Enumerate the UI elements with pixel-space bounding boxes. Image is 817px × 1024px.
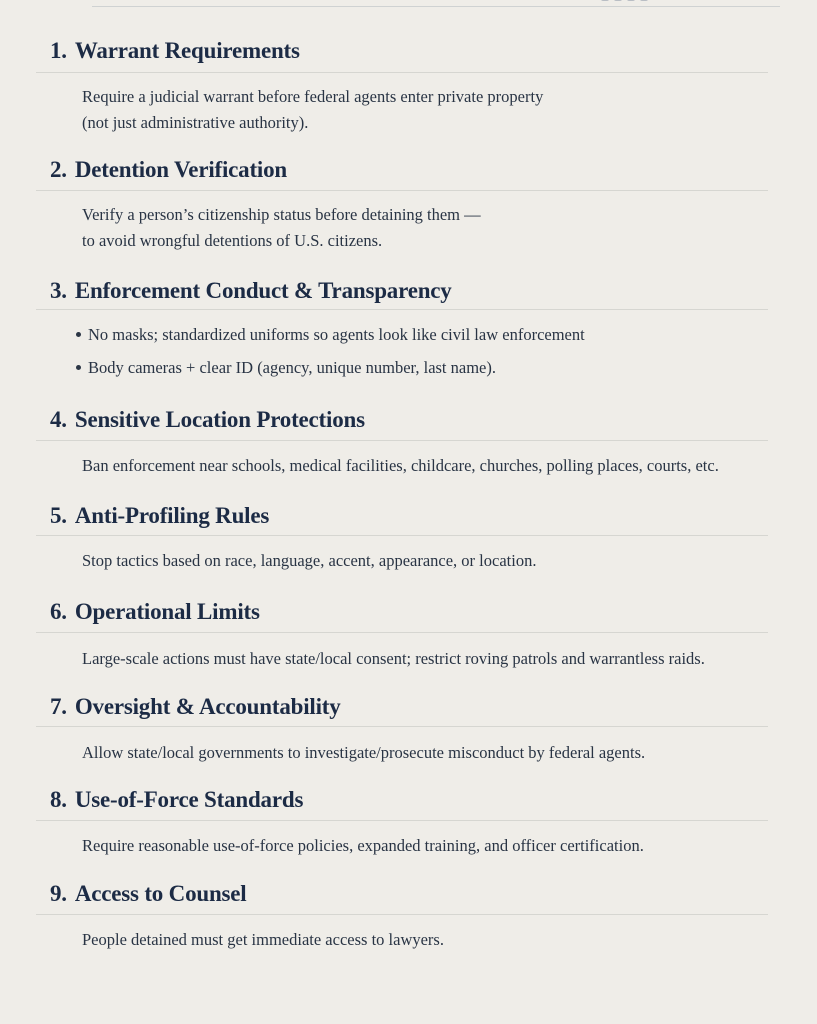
section-body	[82, 740, 645, 766]
bullet-icon	[76, 332, 81, 337]
section-body	[82, 548, 536, 574]
section-divider	[36, 190, 768, 191]
section-title: Warrant Requirements	[74, 38, 300, 63]
section-number: 8.	[50, 787, 67, 812]
bullet-list	[76, 322, 585, 388]
body-line: (not just administrative authority).	[82, 113, 309, 132]
section-body	[82, 84, 543, 136]
section-divider	[36, 535, 768, 536]
section-body	[82, 453, 719, 479]
section-title: Use-of-Force Standards	[74, 787, 304, 812]
section-title: Sensitive Location Protections	[74, 407, 365, 432]
section-body	[82, 833, 644, 859]
bullet-icon	[76, 365, 81, 370]
section-number: 2.	[50, 157, 67, 182]
bullet-text: No masks; standardized uniforms so agents look like civil law enforcement	[88, 325, 585, 344]
section-heading	[50, 157, 287, 183]
section-number: 6.	[50, 599, 67, 624]
section-divider	[36, 72, 768, 73]
body-line: Allow state/local governments to investigate/prosecute misconduct by federal agents.	[82, 743, 646, 762]
body-line: to avoid wrongful detentions of U.S. citizens.	[82, 231, 383, 250]
body-line: Require a judicial warrant before federal agents enter private property	[82, 87, 544, 106]
section-heading	[50, 599, 260, 625]
section-heading	[50, 38, 300, 64]
section-title: Detention Verification	[74, 157, 288, 182]
section-heading	[50, 278, 452, 304]
section-divider	[36, 914, 768, 915]
section-divider	[36, 726, 768, 727]
body-line: People detained must get immediate access to lawyers.	[82, 930, 444, 949]
body-line: Stop tactics based on race, language, accent, appearance, or location.	[82, 551, 537, 570]
section-number: 5.	[50, 503, 67, 528]
section-heading	[50, 407, 365, 433]
section-heading	[50, 694, 341, 720]
section-divider	[36, 632, 768, 633]
section-title: Oversight & Accountability	[74, 694, 341, 719]
top-divider	[92, 6, 780, 7]
section-number: 1.	[50, 38, 67, 63]
cropped-header-fragment	[596, 0, 686, 2]
section-title: Operational Limits	[74, 599, 260, 624]
section-number: 7.	[50, 694, 67, 719]
body-line: Large-scale actions must have state/local consent; restrict roving patrols and warrantless raids.	[82, 649, 705, 668]
section-body	[82, 646, 705, 672]
section-title: Anti-Profiling Rules	[74, 503, 270, 528]
body-line: Ban enforcement near schools, medical facilities, childcare, churches, polling places, courts, etc.	[82, 456, 719, 475]
section-title: Access to Counsel	[74, 881, 247, 906]
section-number: 4.	[50, 407, 67, 432]
section-heading	[50, 503, 269, 529]
section-body	[82, 202, 481, 254]
section-number: 9.	[50, 881, 67, 906]
section-number: 3.	[50, 278, 67, 303]
bullet-text: Body cameras + clear ID (agency, unique number, last name).	[88, 358, 496, 377]
section-title: Enforcement Conduct & Transparency	[74, 278, 452, 303]
section-heading	[50, 881, 247, 907]
section-divider	[36, 309, 768, 310]
body-line: Verify a person’s citizenship status before detaining them —	[82, 205, 481, 224]
body-line: Require reasonable use-of-force policies, expanded training, and officer certification.	[82, 836, 644, 855]
section-divider	[36, 820, 768, 821]
section-body	[82, 927, 444, 953]
section-heading	[50, 787, 303, 813]
list-item	[76, 322, 585, 355]
section-divider	[36, 440, 768, 441]
list-item	[76, 355, 585, 388]
